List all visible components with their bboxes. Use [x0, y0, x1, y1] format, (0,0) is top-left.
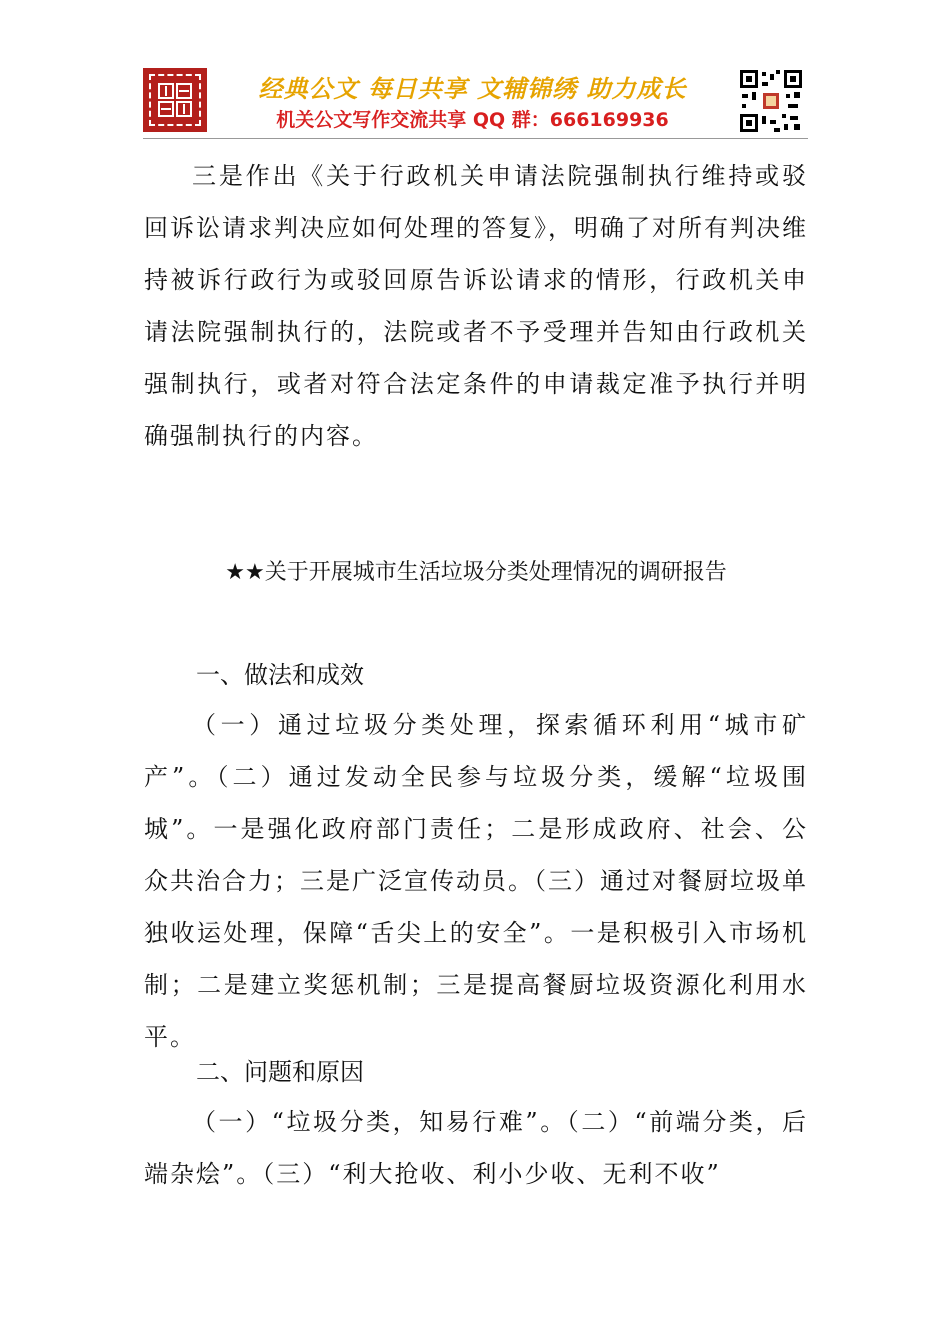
paragraph-problems: （一）“垃圾分类，知易行难”。（二）“前端分类，后端杂烩”。（三）“利大抢收、利小少收、无利不收”	[144, 1108, 808, 1188]
section-heading-practices: 一、做法和成效	[196, 661, 364, 689]
header-slogan: 经典公文 每日共享 文辅锦绣 助力成长	[258, 75, 687, 103]
section-heading-problems: 二、问题和原因	[196, 1058, 364, 1086]
qr-code-icon[interactable]	[738, 68, 804, 134]
header-banner	[210, 72, 735, 134]
seal-logo-icon	[143, 68, 207, 132]
header-qq-line: 机关公文写作交流共享 QQ 群：666169936	[276, 109, 669, 131]
paragraph-answer-reply: 三是作出《关于行政机关申请法院强制执行维持或驳回诉讼请求判决应如何处理的答复》，明确了对所有判决维持被诉行政行为或驳回原告诉讼请求的情形，行政机关申请法院强制执行的，法院或者不予受理并告知由行政机关强制执行，或者对符合法定条件的申请裁定准予执行并明确强制执行的内容。	[144, 162, 808, 450]
header-divider	[143, 138, 808, 139]
report-title: ★★关于开展城市生活垃圾分类处理情况的调研报告	[225, 560, 727, 585]
paragraph-practices: （一）通过垃圾分类处理，探索循环利用“城市矿产”。（二）通过发动全民参与垃圾分类，缓解“垃圾围城”。一是强化政府部门责任；二是形成政府、社会、公众共治合力；三是广泛宣传动员。（三）通过对餐厨垃圾单独收运处理，保障“舌尖上的安全”。一是积极引入市场机制；二是建立奖惩机制；三是提高餐厨垃圾资源化利用水平。	[144, 711, 808, 1051]
document-header	[0, 0, 950, 140]
